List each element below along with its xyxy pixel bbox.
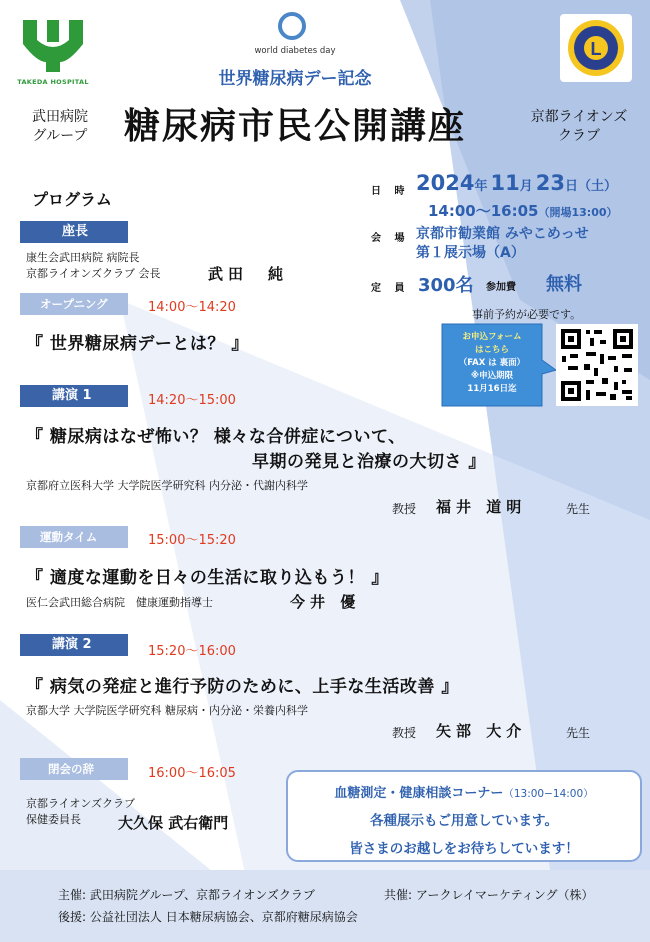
exercise-affil: 医仁会武田総合病院 健康運動指導士 (26, 596, 213, 609)
support-label: 後援: (58, 910, 87, 924)
time-range: 14:00〜16:05 (428, 202, 539, 220)
reservation-note: 事前予約が必要です。 (472, 308, 582, 321)
callout-line4: ※申込期限 (470, 371, 514, 381)
corner-line1-time: （13:00−14:00） (503, 788, 594, 800)
callout-line2: はこちら (474, 345, 509, 355)
qr-code[interactable] (556, 324, 638, 406)
closing-affil-line1: 京都ライオンズクラブ (26, 797, 136, 810)
callout-text (444, 331, 540, 396)
lecture1-affil: 京都府立医科大学 大学院医学研究科 内分泌・代謝内科学 (26, 479, 308, 492)
cohost-label: 共催: (384, 888, 413, 902)
closing-tag: 閉会の辞 (20, 758, 128, 780)
capacity-label: 定 員 (371, 283, 410, 294)
lions-logo (560, 14, 632, 82)
venue (416, 225, 589, 263)
closing-name: 大久保 武右衛門 (118, 814, 229, 832)
lecture1-tag: 講演 1 (20, 385, 128, 407)
right-organizer-line2: クラブ (558, 128, 600, 144)
footer-cohost (384, 886, 593, 903)
callout-line3: （FAX は 裏面） (458, 358, 526, 368)
organizer: 武田病院グループ、京都ライオンズクラブ (89, 888, 315, 902)
organizer-label: 主催: (58, 888, 87, 902)
lecture2-honorific: 先生 (566, 726, 591, 740)
takeda-hospital-logo (17, 14, 89, 84)
left-organizer (22, 108, 98, 146)
corner-line1: 血糖測定・健康相談コーナー (334, 786, 504, 801)
callout-line5: 11月16日迄 (467, 384, 517, 394)
event-time (428, 200, 618, 221)
event-date (416, 171, 617, 195)
corner-line3: 皆さまのお越しをお待ちしています！ (349, 841, 579, 857)
lecture1-title-line1: 『 糖尿病はなぜ怖い？ 様々な合併症について、 (26, 427, 406, 447)
date-year: 2024 (416, 171, 475, 195)
lecture2-affil: 京都大学 大学院医学研究科 糖尿病・内分泌・栄養内科学 (26, 704, 308, 717)
chair-affil-line2: 京都ライオンズクラブ 会長 (26, 267, 161, 280)
exercise-title: 『 適度な運動を日々の生活に取り込もう！ 』 (26, 568, 389, 588)
exercise-name: 今井 優 (290, 593, 361, 611)
left-organizer-line2: グループ (32, 128, 88, 144)
opening-tag: オープニング (20, 293, 128, 315)
event-subtitle: 世界糖尿病デー記念 (218, 69, 372, 89)
closing-time: 16:00〜16:05 (148, 766, 236, 781)
lecture2-title: 『 病気の発症と進行予防のために、上手な生活改善 』 (26, 677, 459, 697)
wdd-text: world diabetes day (254, 46, 336, 56)
lions-emblem-icon (560, 14, 632, 82)
callout-line1: お申込フォーム (462, 332, 522, 342)
opening-time: 14:00〜14:20 (148, 300, 236, 315)
lecture1-name: 福井 道明 (436, 498, 527, 516)
exercise-time: 15:00〜15:20 (148, 533, 236, 548)
lecture2-rank: 教授 (392, 726, 417, 740)
support: 公益社団法人 日本糖尿病協会、京都府糖尿病協会 (89, 910, 358, 924)
consultation-corner-box (286, 770, 642, 862)
footer-organizer (58, 886, 315, 903)
lecture2-time: 15:20〜16:00 (148, 644, 236, 659)
left-organizer-line1: 武田病院 (32, 109, 88, 125)
qr-code-icon (556, 324, 638, 406)
venue-label: 会 場 (371, 233, 410, 244)
lecture2-tag: 講演 2 (20, 634, 128, 656)
chair-affil-line1: 康生会武田病院 病院長 (26, 251, 140, 264)
fee-label: 参加費 (486, 282, 516, 293)
wdd-circle-icon (278, 12, 306, 40)
date-month: 11 (490, 171, 520, 195)
corner-line2: 各種展示もご用意しています。 (370, 813, 558, 829)
closing-affil-line2: 保健委員長 (26, 813, 81, 826)
chair-tag: 座長 (20, 221, 128, 243)
date-day: 23 (535, 171, 565, 195)
right-organizer (524, 108, 634, 146)
chair-name: 武田 純 (208, 265, 289, 283)
date-day-unit: 日 (564, 179, 578, 194)
opening-title: 『 世界糖尿病デーとは？ 』 (26, 334, 249, 354)
lecture1-honorific: 先生 (566, 502, 591, 516)
event-title: 糖尿病市民公開講座 (123, 106, 466, 147)
corner-line1-wrap (288, 782, 640, 801)
takeda-logo-text: TAKEDA HOSPITAL (17, 78, 89, 86)
exercise-tag: 運動タイム (20, 526, 128, 548)
program-heading: プログラム (32, 190, 112, 209)
lecture1-rank: 教授 (392, 502, 417, 516)
svg-text:L: L (590, 39, 602, 59)
lecture1-title-line2: 早期の発見と治療の大切さ 』 (252, 452, 486, 472)
date-label: 日 時 (371, 186, 410, 197)
venue-line2: 第１展示場（A） (416, 245, 525, 261)
date-month-unit: 月 (519, 179, 533, 194)
door-open: （開場13:00） (538, 206, 618, 219)
capacity: 300名 (418, 275, 474, 296)
cohost: アークレイマーケティング（株） (415, 888, 594, 902)
venue-line1: 京都市勧業館 みやこめっせ (416, 226, 589, 242)
date-year-unit: 年 (474, 179, 488, 194)
fee: 無料 (546, 274, 582, 295)
takeda-logo-icon (17, 14, 89, 74)
lecture1-time: 14:20〜15:00 (148, 393, 236, 408)
footer-support (58, 908, 358, 925)
date-weekday: （土） (577, 179, 617, 194)
right-organizer-line1: 京都ライオンズ (530, 109, 628, 125)
lecture2-name: 矢部 大介 (436, 722, 527, 740)
